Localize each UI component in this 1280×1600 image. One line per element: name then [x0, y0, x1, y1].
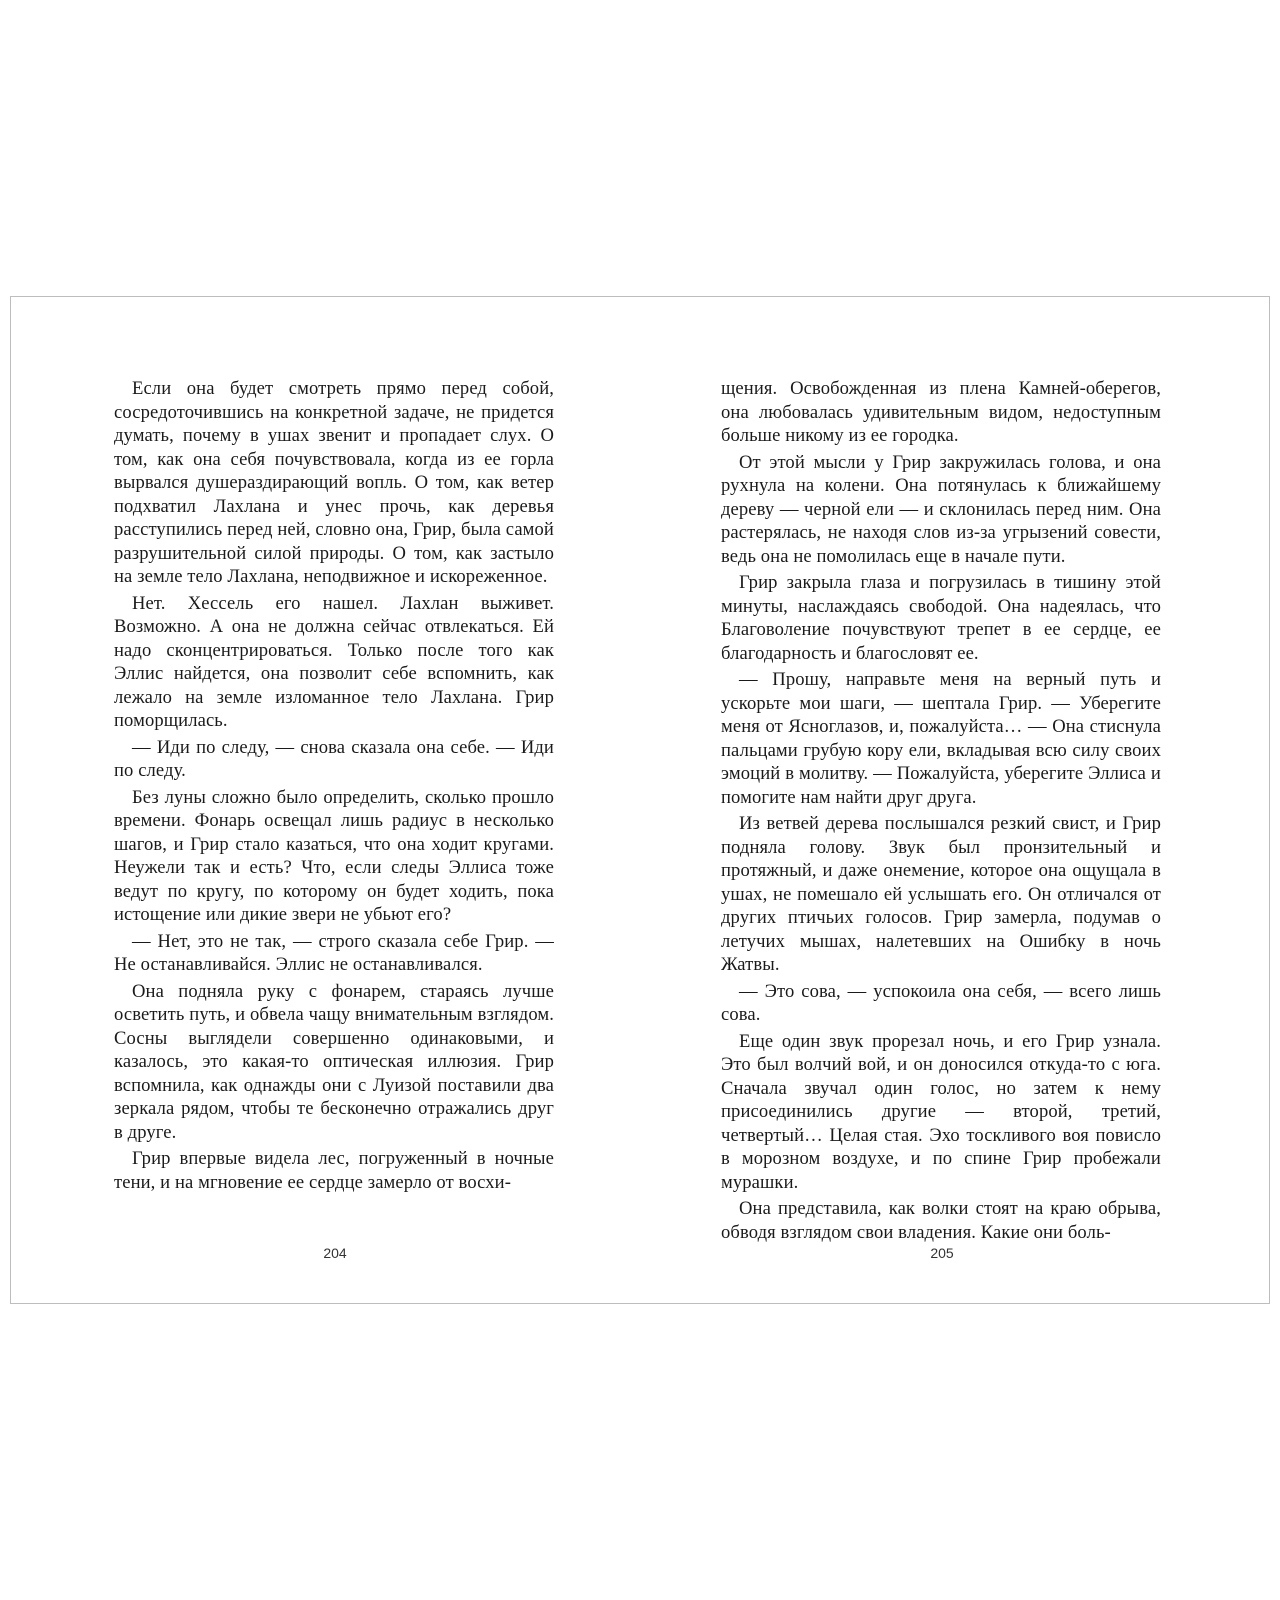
paragraph: — Нет, это не так, — строго сказала себе Грир. — Не останавливайся. Эллис не останавливался. [114, 930, 554, 975]
left-page [114, 377, 554, 1194]
paragraph: От этой мысли у Грир закружилась голова, и она рухнула на колени. Она потянулась к ближайшему дереву — черной ели — и склонилась перед ним. Она растерялась, не находя слов из-за угрызений совести, ведь она не помолилась еще в начале пути. [721, 451, 1161, 567]
paragraph-continuation: щения. Освобожденная из плена Камней-оберегов, она любовалась удивительным видом, недоступным больше никому из ее городка. [721, 378, 1161, 446]
paragraph: Грир впервые видела лес, погруженный в ночные тени, и на мгновение ее сердце замерло от восхи- [114, 1148, 554, 1193]
book-spread [10, 296, 1270, 1304]
right-page [721, 377, 1161, 1244]
paragraph: Грир закрыла глаза и погрузилась в тишину этой минуты, наслаждаясь свободой. Она надеялась, что Благоволение почувствуют трепет в ее сердце, ее благодарность и благословят ее. [721, 572, 1161, 664]
paragraph: — Иди по следу, — снова сказала она себе. — Иди по следу. [114, 736, 554, 781]
paragraph: Еще один звук прорезал ночь, и его Грир узнала. Это был волчий вой, и он доносился откуда-то с юга. Сначала звучал один голос, но затем к нему присоединились другие — второй, третий, четвертый… Целая стая. Эхо тоскливого воя повисло в морозном воздухе, и по спине Грир пробежали мурашки. [721, 1030, 1161, 1193]
paragraph: — Это сова, — успокоила она себя, — всего лишь сова. [721, 980, 1161, 1025]
paragraph: Нет. Хессель его нашел. Лахлан выживет. Возможно. А она не должна сейчас отвлекаться. Ей надо сконцентрироваться. Только после того как Эллис найдется, она позволит себе вспомнить, как лежало на земле изломанное тело Лахлана. Грир поморщилась. [114, 592, 554, 731]
paragraph: Без луны сложно было определить, сколько прошло времени. Фонарь освещал лишь радиус в несколько шагов, и Грир стало казаться, что она ходит кругами. Неужели так и есть? Что, если следы Эллиса тоже ведут по кругу, по которому он будет ходить, пока истощение или дикие звери не убьют его? [114, 786, 554, 925]
paragraph: Она представила, как волки стоят на краю обрыва, обводя взглядом свои владения. Какие они боль- [721, 1198, 1161, 1243]
paragraph: Из ветвей дерева послышался резкий свист, и Грир подняла голову. Звук был пронзительный и протяжный, и даже онемение, которое она ощущала в ушах, не помешало ей услышать его. Он отличался от других птичьих голосов. Грир замерла, подумав о летучих мышах, налетевших на Ошибку в ночь Жатвы. [721, 813, 1161, 975]
paragraph: — Прошу, направьте меня на верный путь и ускорьте мои шаги, — шептала Грир. — Уберегите меня от Ясноглазов, и, пожалуйста… — Она стиснула пальцами грубую кору ели, вкладывая всю силу своих эмоций в молитву. — Пожалуйста, уберегите Эллиса и помогите нам найти друг друга. [721, 669, 1161, 808]
paragraph: Она подняла руку с фонарем, стараясь лучше осветить путь, и обвела чащу внимательным взглядом. Сосны выглядели совершенно одинаковыми, и казалось, это какая-то оптическая иллюзия. Грир вспомнила, как однажды они с Луизой поставили два зеркала рядом, чтобы те бесконечно отражались друг в друге. [114, 980, 554, 1143]
page-number-right: 205 [930, 1245, 954, 1261]
paragraph: Если она будет смотреть прямо перед собой, сосредоточившись на конкретной задаче, не придется думать, почему в ушах звенит и пропадает слух. О том, как она себя почувствовала, когда из ее горла вырвался душераздирающий вопль. О том, как ветер подхватил Лахлана и унес прочь, как деревья расступились перед ней, словно она, Грир, была самой разрушительной силой природы. О том, как застыло на земле тело Лахлана, неподвижное и искореженное. [114, 378, 554, 587]
page-number-left: 204 [323, 1245, 347, 1261]
